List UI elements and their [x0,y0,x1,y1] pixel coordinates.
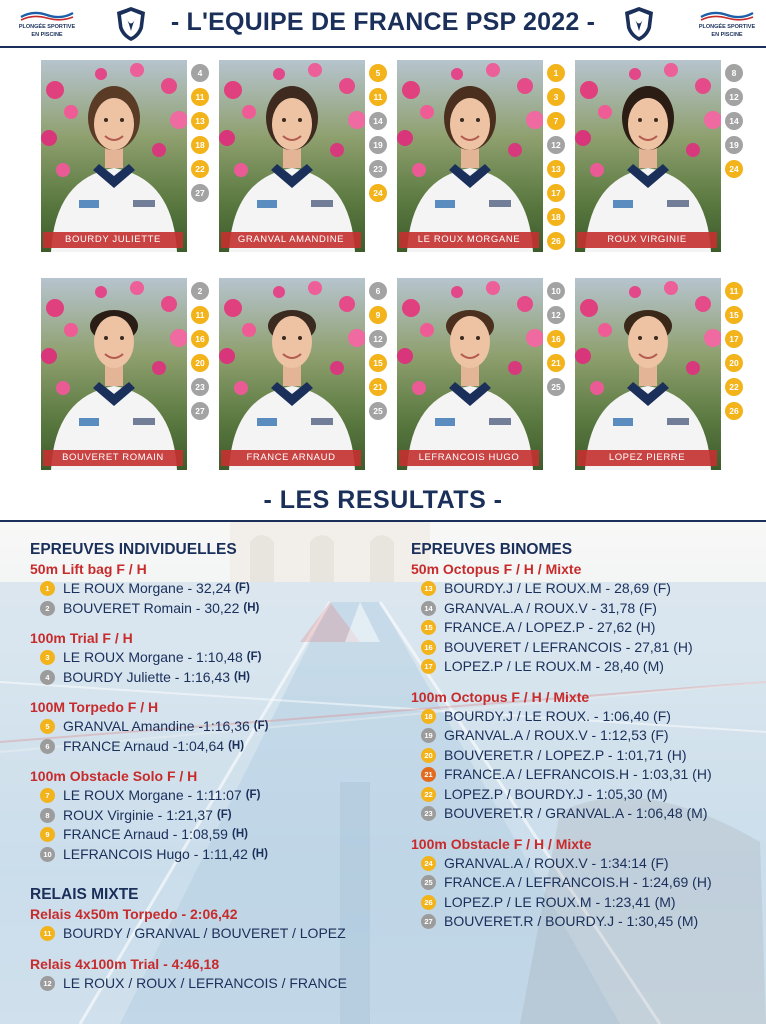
result-number-badge: 12 [369,330,387,348]
result-text: BOUVERET.R / LOPEZ.P - 1:01,71 (H) [444,746,687,763]
result-number-badge: 23 [191,378,209,396]
logo-text-line1: PLONGÉE SPORTIVE [18,24,76,30]
athlete-photo [397,278,543,470]
athlete-figure [397,60,543,252]
result-text: LEFRANCOIS Hugo - 1:11,42 [63,845,248,862]
event-title: 100m Obstacle F / H / Mixte [411,835,592,852]
results-section-heading: EPREUVES INDIVIDUELLES [30,541,237,558]
page-title: - L'EQUIPE DE FRANCE PSP 2022 - [170,8,596,36]
result-text: BOURDY.J / LE ROUX.M - 28,69 (F) [444,580,671,596]
result-text: ROUX Virginie - 1:21,37 [63,806,213,823]
result-text: BOUVERET / LEFRANCOIS - 27,81 (H) [444,638,693,655]
results-right-column [411,540,761,943]
event-block [411,560,761,677]
team-shield-icon [114,6,148,42]
result-number-badge: 13 [547,160,565,178]
athlete-photo [397,60,543,252]
result-number-badge: 25 [369,402,387,420]
result-text: BOUVERET.R / BOURDY.J - 1:30,45 (M) [444,913,699,929]
result-number-badge: 11 [725,282,743,300]
result-number-badge: 23 [369,160,387,178]
logo-text-line2: EN PISCINE [711,32,743,38]
result-text: GRANVAL Amandine -1:16,36 [63,718,250,734]
result-number-badge: 22 [725,378,743,396]
result-text: LOPEZ.P / LE ROUX.M - 1:23,41 (M) [444,893,676,910]
result-number-badge: 6 [369,282,387,300]
result-number-badge: 25 [547,378,565,396]
athlete-figure [219,60,365,252]
result-number-badge: 5 [40,719,55,734]
athlete-card [575,278,739,470]
result-number-badge: 17 [421,659,436,674]
result-text: LOPEZ.P / LE ROUX.M - 28,40 (M) [444,658,664,674]
event-title: 100m Octopus F / H / Mixte [411,688,590,705]
result-number-badge: 22 [191,160,209,178]
athlete-figure [41,60,187,252]
result-row [30,845,400,865]
result-text: FRANCE.A / LEFRANCOIS.H - 1:24,69 (H) [444,874,712,890]
result-category: (H) [234,670,251,683]
ffessm-logo-right [694,8,760,44]
result-text: FRANCE.A / LEFRANCOIS.H - 1:03,31 (H) [444,766,712,782]
result-text: FRANCE.A / LOPEZ.P - 27,62 (H) [444,619,656,635]
result-row [30,825,400,845]
page-header [0,0,766,48]
result-number-badge: 19 [369,136,387,154]
result-text: LE ROUX / ROUX / LEFRANCOIS / FRANCE [63,974,347,991]
result-number-badge: 18 [421,709,436,724]
result-number-badge: 7 [40,788,55,803]
result-badges [725,64,745,184]
result-row [411,912,761,932]
result-number-badge: 27 [421,914,436,929]
logo-text-line1: PLONGÉE SPORTIVE [698,24,756,30]
result-row [30,668,400,688]
athlete-name: ROUX VIRGINIE [577,232,717,248]
athlete-card [219,278,383,470]
result-row [411,657,761,677]
result-number-badge: 7 [547,112,565,130]
result-row [411,873,761,893]
pairs-results [411,540,761,932]
result-text: BOURDY.J / LE ROUX. - 1:06,40 (F) [444,707,671,724]
result-number-badge: 20 [191,354,209,372]
result-text: LE ROUX Morgane - 1:11:07 [63,787,242,803]
result-row [411,765,761,785]
athlete-card [575,60,739,252]
result-number-badge: 13 [191,112,209,130]
result-category: (F) [245,789,261,801]
result-number-badge: 21 [547,354,565,372]
result-number-badge: 1 [40,581,55,596]
result-number-badge: 8 [40,808,55,823]
result-category: (F) [216,808,232,821]
result-row [411,618,761,638]
result-number-badge: 21 [421,767,436,782]
result-text: GRANVAL.A / ROUX.V - 1:34:14 (F) [444,854,669,871]
result-text: GRANVAL.A / ROUX.V - 31,78 (F) [444,599,657,616]
result-row [30,806,400,826]
result-number-badge: 25 [421,875,436,890]
result-number-badge: 15 [725,306,743,324]
results-left-column [30,540,400,1004]
athlete-figure [219,278,365,470]
result-row [30,786,400,806]
result-number-badge: 10 [40,847,55,862]
event-block [30,905,400,944]
event-title: 100m Obstacle Solo F / H [30,768,198,784]
result-text: GRANVAL.A / ROUX.V - 1:12,53 (F) [444,727,669,743]
result-category: (H) [251,847,268,860]
result-number-badge: 9 [40,827,55,842]
athlete-name: FRANCE ARNAUD [221,450,361,466]
result-number-badge: 10 [547,282,565,300]
event-title: Relais 4x100m Trial - 4:46,18 [30,955,220,972]
result-number-badge: 18 [547,208,565,226]
result-number-badge: 20 [725,354,743,372]
result-number-badge: 12 [725,88,743,106]
result-badges [725,282,745,426]
results-section-heading: RELAIS MIXTE [30,886,139,903]
result-number-badge: 9 [369,306,387,324]
result-row [30,924,400,944]
result-row [30,717,400,737]
result-row [411,638,761,658]
result-text: FRANCE Arnaud - 1:08,59 [63,826,228,842]
result-number-badge: 16 [191,330,209,348]
result-number-badge: 11 [191,88,209,106]
athlete-photo [219,278,365,470]
result-text: BOURDY Juliette - 1:16,43 [63,668,231,685]
result-number-badge: 14 [421,601,436,616]
result-row [411,599,761,619]
result-text: LOPEZ.P / BOURDY.J - 1:05,30 (M) [444,785,668,802]
athlete-card [41,60,205,252]
result-category: (H) [231,828,248,840]
athlete-photo [575,278,721,470]
athlete-name: LE ROUX MORGANE [399,232,539,248]
ffessm-logo-left [14,8,80,44]
result-row [411,746,761,766]
results-section-heading: EPREUVES BINOMES [411,541,573,558]
athlete-photo [41,60,187,252]
result-number-badge: 3 [547,88,565,106]
event-block [30,955,400,994]
result-number-badge: 26 [421,895,436,910]
team-shield-icon [622,6,656,42]
event-block [30,767,400,864]
result-number-badge: 6 [40,739,55,754]
athlete-figure [575,278,721,470]
result-number-badge: 21 [369,378,387,396]
result-row [411,785,761,805]
result-row [411,579,761,599]
column-spacer [30,875,400,885]
result-number-badge: 27 [191,402,209,420]
result-number-badge: 12 [547,306,565,324]
athlete-card [397,278,561,470]
result-badges [547,64,567,256]
event-block [411,688,761,824]
result-number-badge: 5 [369,64,387,82]
result-number-badge: 16 [421,640,436,655]
ffessm-wave-icon [699,8,755,22]
event-title: 100m Trial F / H [30,630,133,646]
athlete-name: BOURDY JULIETTE [43,232,183,248]
result-number-badge: 14 [725,112,743,130]
athlete-figure [397,278,543,470]
ffessm-wave-icon [19,8,75,22]
logo-text-line2: EN PISCINE [31,32,63,38]
result-row [411,707,761,727]
result-row [411,726,761,746]
result-number-badge: 12 [547,136,565,154]
athlete-photo [41,278,187,470]
result-number-badge: 4 [191,64,209,82]
result-text: BOURDY / GRANVAL / BOUVERET / LOPEZ [63,925,346,941]
result-number-badge: 26 [725,402,743,420]
athlete-card [397,60,561,252]
result-badges [191,64,211,208]
athlete-card [41,278,205,470]
athlete-name: BOUVERET ROMAIN [43,450,183,466]
result-number-badge: 15 [369,354,387,372]
event-block [30,560,400,618]
result-text: BOUVERET Romain - 30,22 [63,599,240,616]
result-category: (F) [246,651,262,663]
result-number-badge: 17 [725,330,743,348]
result-number-badge: 24 [421,856,436,871]
header-divider [0,46,766,48]
result-number-badge: 8 [725,64,743,82]
individual-results [30,540,400,864]
result-number-badge: 16 [547,330,565,348]
result-text: LE ROUX Morgane - 32,24 [63,580,232,596]
result-category: (H) [228,739,245,752]
event-block [30,629,400,687]
result-number-badge: 13 [421,581,436,596]
result-number-badge: 1 [547,64,565,82]
athlete-photo [575,60,721,252]
athlete-figure [575,60,721,252]
result-number-badge: 24 [725,160,743,178]
result-number-badge: 3 [40,650,55,665]
result-badges [191,282,211,426]
athlete-photo [219,60,365,252]
result-text: LE ROUX Morgane - 1:10,48 [63,649,243,665]
result-number-badge: 22 [421,787,436,802]
event-block [411,835,761,932]
event-title: 100M Torpedo F / H [30,699,159,715]
result-number-badge: 26 [547,232,565,250]
result-row [411,893,761,913]
event-block [30,698,400,756]
result-row [30,599,400,619]
results-title: - LES RESULTATS - [263,486,503,514]
event-title: 50m Lift bag F / H [30,561,147,577]
result-category: (F) [253,720,269,732]
result-number-badge: 18 [191,136,209,154]
result-number-badge: 17 [547,184,565,202]
athlete-name: LOPEZ PIERRE [577,450,717,466]
result-number-badge: 4 [40,670,55,685]
event-title: 50m Octopus F / H / Mixte [411,561,582,577]
result-number-badge: 27 [191,184,209,202]
result-badges [369,64,389,208]
athlete-name: LEFRANCOIS HUGO [399,450,539,466]
athlete-name: GRANVAL AMANDINE [221,232,361,248]
result-number-badge: 11 [369,88,387,106]
result-number-badge: 11 [191,306,209,324]
result-number-badge: 19 [421,728,436,743]
result-number-badge: 20 [421,748,436,763]
result-number-badge: 24 [369,184,387,202]
result-number-badge: 2 [40,601,55,616]
relay-results [30,885,400,993]
result-number-badge: 19 [725,136,743,154]
result-number-badge: 14 [369,112,387,130]
result-row [30,648,400,668]
result-number-badge: 2 [191,282,209,300]
result-badges [369,282,389,426]
athlete-card [219,60,383,252]
result-row [411,854,761,874]
result-row [411,804,761,824]
result-number-badge: 11 [40,926,55,941]
result-badges [547,282,567,402]
event-title: Relais 4x50m Torpedo - 2:06,42 [30,906,238,922]
result-text: FRANCE Arnaud -1:04,64 [63,737,225,754]
result-category: (F) [235,582,250,594]
result-number-badge: 12 [40,976,55,991]
athlete-figure [41,278,187,470]
result-row [30,974,400,994]
result-row [30,737,400,757]
result-text: BOUVERET.R / GRANVAL.A - 1:06,48 (M) [444,805,708,821]
result-row [30,579,400,599]
result-category: (H) [243,601,260,614]
result-number-badge: 23 [421,806,436,821]
result-number-badge: 15 [421,620,436,635]
